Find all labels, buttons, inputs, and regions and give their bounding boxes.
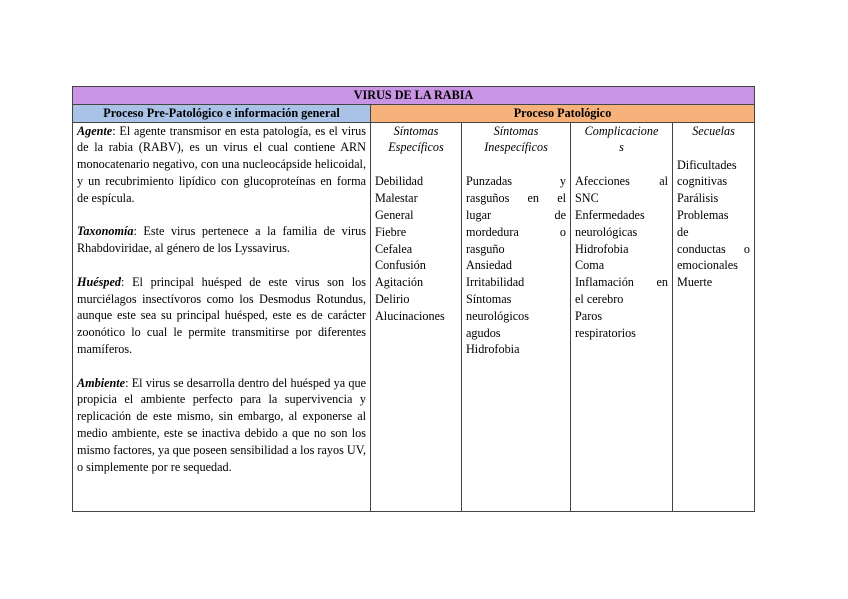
list-item: el cerebro xyxy=(575,291,624,306)
list-item: Debilidad xyxy=(375,174,424,189)
list-item: Muerte xyxy=(677,275,713,290)
list-item: Inflamación en xyxy=(575,275,668,290)
pre-pathologic-header: Proceso Pre-Patológico e información general xyxy=(73,104,371,122)
ambiente-paragraph xyxy=(77,375,366,476)
list-item: Hidrofobia xyxy=(575,241,629,256)
list-item: Afecciones al xyxy=(575,174,668,189)
ambiente-text: : El virus se desarrolla dentro del huésped ya que propicia el ambiente perfecto para la supervivencia y replicación de este mismo, sin embargo, al exponerse al medio ambiente, este se inactiva debido a que no son los mismo factores, ya que poseen sensibilidad a los rayos UV, o simplemente por re sequedad. xyxy=(77,375,366,474)
list-item: Agitación xyxy=(375,275,424,290)
list-item: Delirio xyxy=(375,291,410,306)
list-item: Hidrofobia xyxy=(466,342,520,357)
header-row xyxy=(73,104,755,122)
sequelae-list xyxy=(677,157,750,291)
list-item: Parálisis xyxy=(677,191,719,206)
content-row xyxy=(73,122,755,511)
agente-term: Agente xyxy=(77,123,113,138)
list-item: Alucinaciones xyxy=(375,308,445,323)
sequelae-header: Secuelas xyxy=(692,123,735,138)
agente-text: : El agente transmisor en esta patología, es el virus de la rabia (RABV), es un virus el cual contiene ARN monocatenario negativo, con una nucleocápside helicoidal, y un recubrimiento lipídico con glucoproteínas en forma de espícula. xyxy=(77,123,366,205)
list-item: Ansiedad xyxy=(466,258,513,273)
specific-symptoms-header: Síntomas Específicos xyxy=(388,123,444,155)
list-item: Síntomas xyxy=(466,291,512,306)
taxonomia-paragraph xyxy=(77,223,366,257)
title-row xyxy=(73,87,755,105)
list-item: Confusión xyxy=(375,258,426,273)
taxonomia-text: : Este virus pertenece a la familia de virus Rhabdoviridae, al género de los Lyssavirus. xyxy=(77,224,366,256)
sequelae-cell xyxy=(673,122,755,511)
complications-cell xyxy=(571,122,673,511)
list-item: neurológicas xyxy=(575,224,638,239)
list-item: de xyxy=(677,224,689,239)
list-item: mordedura o xyxy=(466,224,566,239)
nonspecific-symptoms-list xyxy=(466,173,566,358)
list-item: General xyxy=(375,207,414,222)
list-item: rasguños en el xyxy=(466,191,566,206)
list-item: Irritabilidad xyxy=(466,275,525,290)
list-item: conductas o xyxy=(677,241,751,256)
huesped-paragraph xyxy=(77,274,366,358)
specific-symptoms-list xyxy=(375,173,457,324)
list-item: Enfermedades xyxy=(575,207,645,222)
agente-paragraph xyxy=(77,123,366,207)
list-item: agudos xyxy=(466,325,501,340)
list-item: Paros xyxy=(575,308,603,323)
list-item: emocionales xyxy=(677,258,738,273)
list-item: SNC xyxy=(575,191,599,206)
huesped-term: Huésped xyxy=(77,274,122,289)
complications-header: Complicacione s xyxy=(584,123,659,155)
list-item: Coma xyxy=(575,258,605,273)
specific-symptoms-cell xyxy=(371,122,462,511)
list-item: Fiebre xyxy=(375,224,407,239)
list-item: respiratorios xyxy=(575,325,636,340)
list-item: lugar de xyxy=(466,207,566,222)
list-item: Punzadas y xyxy=(466,174,566,189)
list-item: Cefalea xyxy=(375,241,413,256)
complications-list xyxy=(575,173,668,341)
list-item: Malestar xyxy=(375,191,418,206)
huesped-text: : El principal huésped de este virus son los murciélagos insectívoros como los Desmodus Rotundus, aunque este sea su principal huésped, este es de carácter zoonótico lo cual le permite transmitirse por diferentes mamíferos. xyxy=(77,274,366,356)
list-item: rasguño xyxy=(466,241,505,256)
list-item: Problemas xyxy=(677,207,729,222)
ambiente-term: Ambiente xyxy=(77,375,126,390)
table-title: VIRUS DE LA RABIA xyxy=(73,87,755,105)
list-item: neurológicos xyxy=(466,308,529,323)
nonspecific-symptoms-header: Síntomas Inespecíficos xyxy=(484,123,548,155)
list-item: Dificultades xyxy=(677,157,737,172)
nonspecific-symptoms-cell xyxy=(462,122,571,511)
rabies-table xyxy=(72,86,755,512)
pathologic-header: Proceso Patológico xyxy=(371,104,755,122)
taxonomia-term: Taxonomía xyxy=(77,224,134,239)
list-item: cognitivas xyxy=(677,174,728,189)
general-info-cell xyxy=(73,122,371,511)
